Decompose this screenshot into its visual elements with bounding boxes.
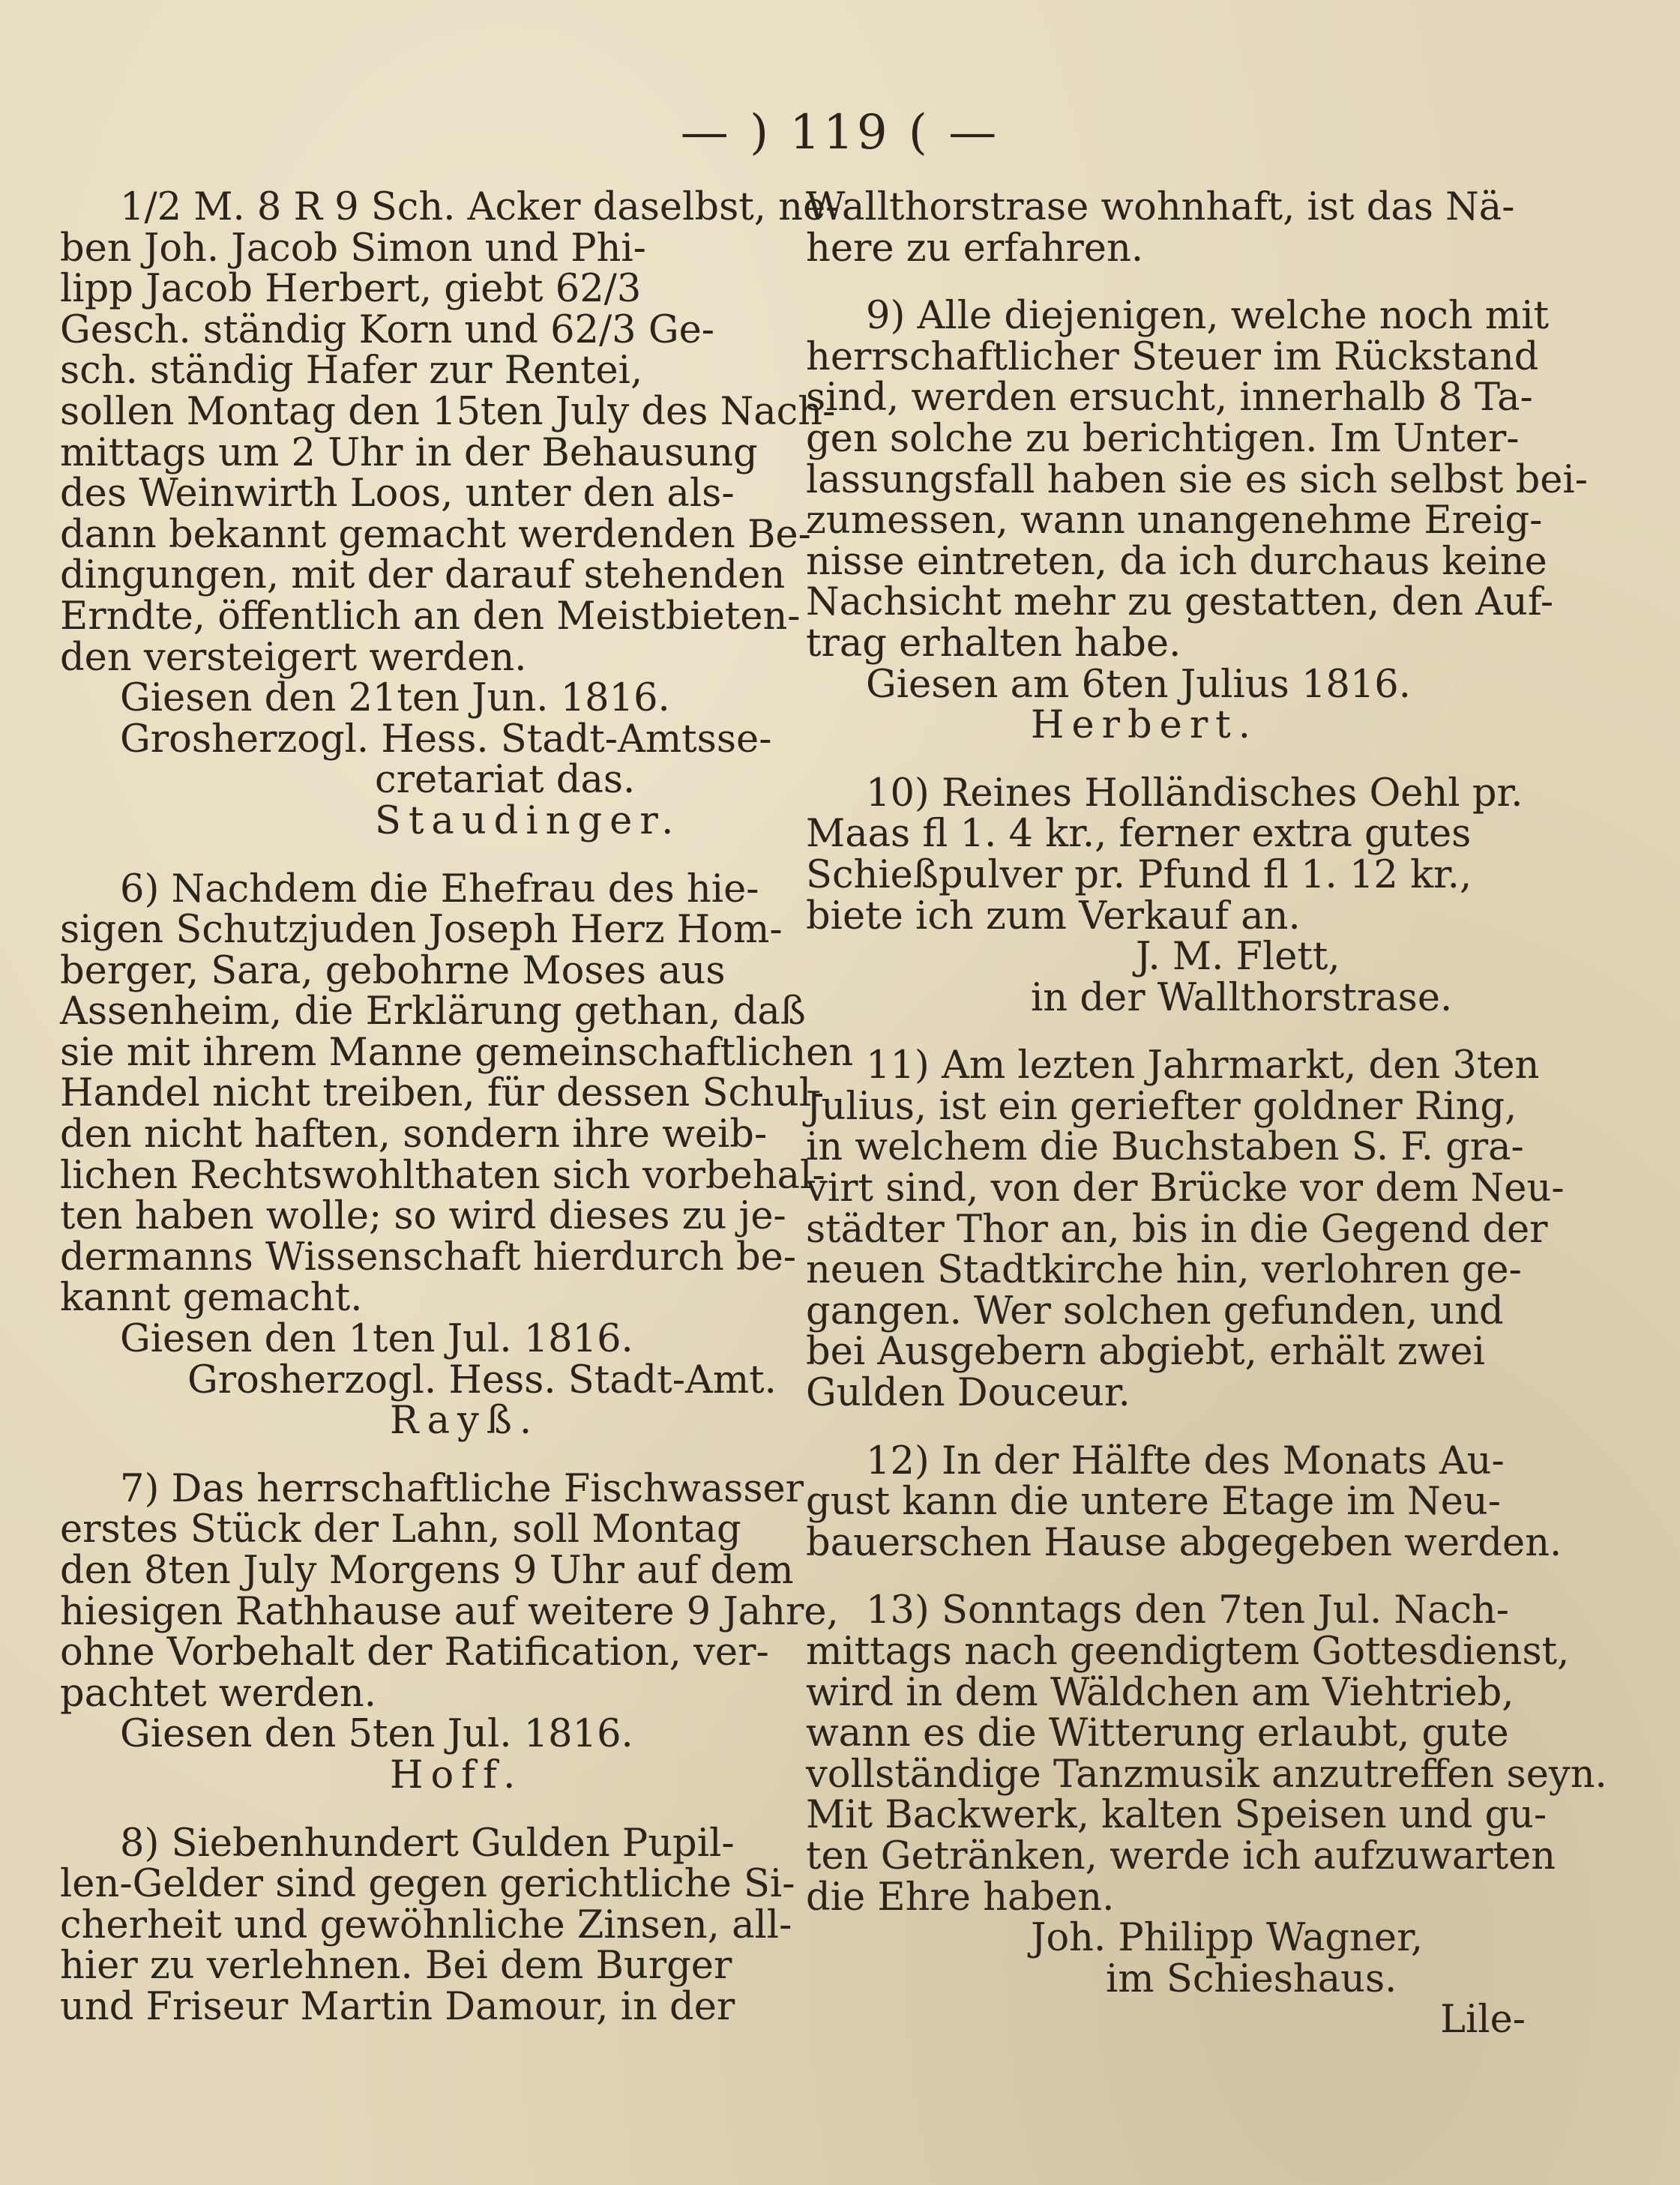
notice-signature: im Schieshaus. [1106,1956,1397,2001]
text-line: 11) Am lezten Jahrmarkt, den 3ten [866,1043,1540,1088]
text-line: hiesigen Rathhause auf weitere 9 Jahre, [60,1589,839,1634]
text-line: den nicht haften, sondern ihre weib- [60,1112,768,1157]
text-line: neuen Stadtkirche hin, verlohren ge- [806,1248,1522,1293]
text-line: gust kann die untere Etage im Neu- [806,1480,1502,1525]
text-line: bauerschen Hause abgegeben werden. [806,1520,1562,1565]
catchword: Lile- [1440,1998,1526,2043]
text-line: städter Thor an, bis in die Gegend der [806,1207,1548,1252]
text-line: 12) In der Hälfte des Monats Au- [866,1438,1505,1483]
text-line: Handel nicht treiben, für dessen Schul- [60,1071,825,1116]
notice-signature: in der Wallthorstrase. [1031,975,1453,1020]
notice-7 [60,1466,839,1797]
text-line: sollen Montag den 15ten July des Nach- [60,389,836,434]
page-number: — ) 119 ( — [680,105,1000,160]
text-line: Assenheim, die Erklärung gethan, daß [60,989,806,1034]
text-line: ten Getränken, werde ich aufzuwarten [806,1833,1556,1878]
text-line: den versteigert werden. [60,635,527,680]
notice-signature: Staudinger. [375,798,681,843]
notice-acker-signoff [60,678,780,842]
notice-8 [60,1821,795,2029]
text-line: lichen Rechtswohlthaten sich vorbehal- [60,1153,825,1198]
text-line: ohne Vorbehalt der Ratification, ver- [60,1630,769,1675]
text-line: Nachsicht mehr zu gestatten, den Auf- [806,580,1554,625]
text-line: ben Joh. Jacob Simon und Phi- [60,226,646,271]
text-line: 8) Siebenhundert Gulden Pupil- [120,1821,735,1866]
notice-signature: Hoff. [390,1752,523,1797]
text-line: 7) Das herrschaftliche Fischwasser [120,1466,804,1511]
text-line: gen solche zu berichtigen. Im Unter- [806,416,1520,461]
text-line: 13) Sonntags den 7ten Jul. Nach- [866,1588,1510,1633]
text-line: here zu erfahren. [806,226,1144,271]
left-column [60,185,854,2029]
text-line: sch. ständig Hafer zur Rentei, [60,349,643,394]
text-line: 6) Nachdem die Ehefrau des hie- [120,867,759,911]
text-line: und Friseur Martin Damour, in der [60,1984,735,2029]
notice-office: Grosherzogl. Hess. Stadt-Amt. [187,1357,777,1402]
text-line: mittags um 2 Uhr in der Behausung [60,430,758,475]
text-line: Gesch. ständig Korn und 62/3 Ge- [60,307,714,352]
text-line: Mit Backwerk, kalten Speisen und gu- [806,1793,1547,1838]
text-line: trag erhalten habe. [806,621,1181,666]
notice-signature: Joh. Philipp Wagner, [1031,1916,1424,1961]
text-line: berger, Sara, gebohrne Moses aus [60,948,726,993]
notice-10 [806,771,1526,1020]
notice-signature: Rayß. [390,1399,540,1444]
text-line: wann es die Witterung erlaubt, gute [806,1711,1509,1756]
text-line: Maas fl 1. 4 kr., ferner extra gutes [806,812,1472,857]
notice-date: Giesen am 6ten Julius 1816. [866,662,1411,707]
text-line: cherheit und gewöhnliche Zinsen, all- [60,1902,792,1947]
notice-signature: J. M. Flett, [1136,935,1340,980]
notice-office: Grosherzogl. Hess. Stadt-Amtsse- [120,717,772,762]
text-line: sie mit ihrem Manne gemeinschaftlichen [60,1030,854,1075]
text-line: hier zu verlehnen. Bei dem Burger [60,1944,732,1989]
text-line: biete ich zum Verkauf an. [806,893,1301,938]
text-line: 1/2 M. 8 R 9 Sch. Acker daselbst, ne- [120,185,839,229]
text-line: lassungsfall haben sie es sich selbst bei- [806,457,1588,502]
notice-9 [806,294,1588,748]
notice-11 [806,1043,1565,1416]
text-line: lipp Jacob Herbert, giebt 62/3 [60,267,642,312]
text-line: die Ehre haben. [806,1875,1115,1920]
text-line: Schießpulver pr. Pfund fl 1. 12 kr., [806,852,1472,897]
text-line: Erndte, öffentlich an den Meistbieten- [60,594,801,639]
text-line: herrschaftlicher Steuer im Rückstand [806,334,1539,379]
notice-13 [806,1588,1607,2043]
text-line: sind, werden ersucht, innerhalb 8 Ta- [806,376,1533,421]
text-line: ten haben wolle; so wird dieses zu je- [60,1194,786,1239]
notice-12 [806,1438,1562,1565]
notice-acker [60,185,839,680]
text-line: zumessen, wann unangenehme Ereig- [806,498,1543,543]
right-column [806,185,1607,2043]
notice-date: Giesen den 5ten Jul. 1816. [120,1712,633,1757]
text-line: gangen. Wer solchen gefunden, und [806,1289,1504,1333]
text-line: in welchem die Buchstaben S. F. gra- [806,1125,1524,1170]
text-line: wird in dem Wäldchen am Viehtrieb, [806,1670,1514,1715]
text-line: bei Ausgebern abgiebt, erhält zwei [806,1330,1485,1375]
notice-6 [60,867,854,1444]
notice-office: cretariat das. [375,758,636,803]
text-line: Julius, ist ein geriefter goldner Ring, [806,1084,1517,1129]
notice-8-continued [806,187,1526,269]
notice-date: Giesen den 1ten Jul. 1816. [120,1317,633,1362]
text-line: dingungen, mit der darauf stehenden [60,553,786,598]
text-line: kannt gemacht. [60,1276,363,1321]
text-line: erstes Stück der Lahn, soll Montag [60,1507,741,1552]
text-line: sigen Schutzjuden Joseph Herz Hom- [60,908,783,953]
text-line: den 8ten July Morgens 9 Uhr auf dem [60,1549,794,1593]
text-line: des Weinwirth Loos, unter den als- [60,471,735,516]
text-line: 9) Alle diejenigen, welche noch mit [866,294,1550,339]
text-line: vollständige Tanzmusik anzutreffen seyn. [806,1752,1607,1797]
text-line: virt sind, von der Brücke vor dem Neu- [806,1166,1565,1211]
text-line: dermanns Wissenschaft hierdurch be- [60,1235,797,1280]
text-line: 10) Reines Holländisches Oehl pr. [866,771,1523,816]
notice-signature: Herbert. [1031,703,1258,748]
text-line: nisse eintreten, da ich durchaus keine [806,539,1547,584]
text-line: mittags nach geendigtem Gottesdienst, [806,1630,1570,1674]
text-line: Wallthorstrase wohnhaft, ist das Nä- [806,185,1515,229]
text-line: pachtet werden. [60,1671,376,1716]
notice-date: Giesen den 21ten Jun. 1816. [120,676,670,721]
text-line: len-Gelder sind gegen gerichtliche Si- [60,1862,795,1907]
text-line: dann bekannt gemacht werdenden Be- [60,512,811,557]
text-line: Gulden Douceur. [806,1371,1130,1416]
